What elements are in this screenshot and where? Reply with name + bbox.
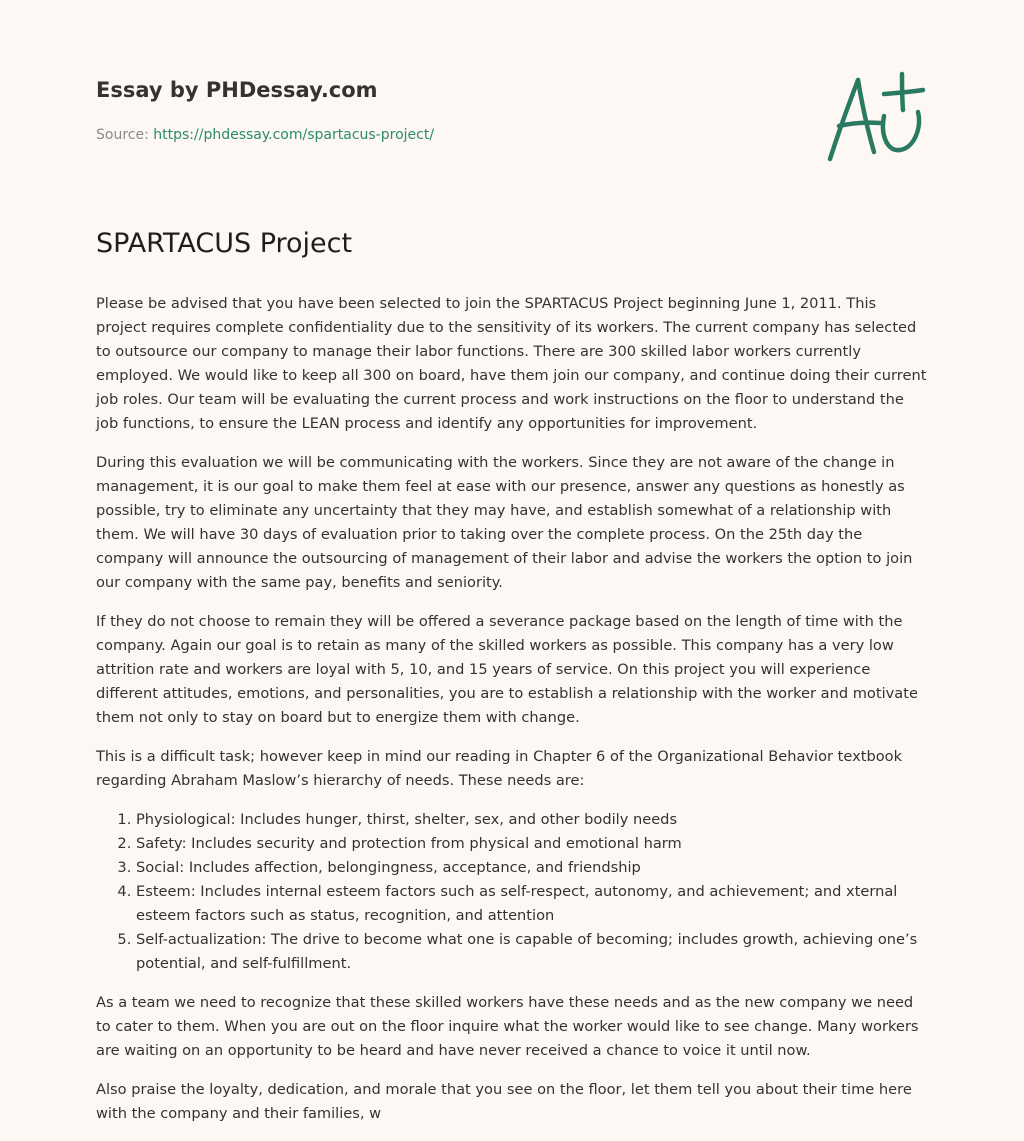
list-item: 4. Esteem: Includes internal esteem factors such as self-respect, autonomy, and achievement; and xternal esteem factors such as status, recognition, and attention [136,880,928,928]
list-item: 2. Safety: Includes security and protection from physical and emotional harm [136,832,928,856]
essay-paragraph: As a team we need to recognize that these skilled workers have these needs and as the new company we need to cater to them. When you are out on the floor inquire what the worker would like to see change. Many workers are waiting on an opportunity to be heard and have never received a chance to voice it until now. [96,994,919,1059]
page-header [96,76,796,145]
essay-title: SPARTACUS Project [96,228,353,259]
essay-paragraph: Also praise the loyalty, dedication, and morale that you see on the floor, let them tell you about their time here with the company and their families, w [96,1081,912,1122]
essay-paragraph: Please be advised that you have been selected to join the SPARTACUS Project beginning June 1, 2011. This project requires complete confidentiality due to the sensitivity of its workers. The current company has selected to outsource our company to manage their labor functions. There are 300 skilled labor workers currently employed. We would like to keep all 300 on board, have them join our company, and continue doing their current job roles. Our team will be evaluating the current process and work instructions on the floor to understand the job functions, to ensure the LEAN process and identify any opportunities for improvement. [96,295,927,432]
a-plus-logo-icon [822,66,932,166]
list-item: 3. Social: Includes affection, belongingness, acceptance, and friendship [136,856,928,880]
needs-list [96,808,928,976]
source-label: Source: [96,127,154,143]
essay-content [96,222,928,1141]
essay-paragraph: This is a difficult task; however keep in mind our reading in Chapter 6 of the Organizational Behavior textbook regarding Abraham Maslow’s hierarchy of needs. These needs are: [96,748,903,789]
essay-paragraph: If they do not choose to remain they will be offered a severance package based on the length of time with the company. Again our goal is to retain as many of the skilled workers as possible. This company has a very low attrition rate and workers are loyal with 5, 10, and 15 years of service. On this project you will experience different attitudes, emotions, and personalities, you are to establish a relationship with the worker and motivate them not only to stay on board but to energize them with change. [96,613,918,726]
essay-paragraph: During this evaluation we will be communicating with the workers. Since they are not aware of the change in management, it is our goal to make them feel at ease with our presence, answer any questions as honestly as possible, try to eliminate any uncertainty that they may have, and establish somewhat of a relationship with them. We will have 30 days of evaluation prior to taking over the complete process. On the 25th day the company will announce the outsourcing of management of their labor and advise the workers the option to join our company with the same pay, benefits and seniority. [96,454,913,591]
source-line [96,125,796,145]
list-item: 1. Physiological: Includes hunger, thirst, shelter, sex, and other bodily needs [136,808,928,832]
site-title: Essay by PHDessay.com [96,78,378,102]
list-item: 5. Self-actualization: The drive to become what one is capable of becoming; includes growth, achieving one’s potential, and self-fulfillment. [136,928,928,976]
source-link[interactable]: https://phdessay.com/spartacus-project/ [153,127,435,143]
